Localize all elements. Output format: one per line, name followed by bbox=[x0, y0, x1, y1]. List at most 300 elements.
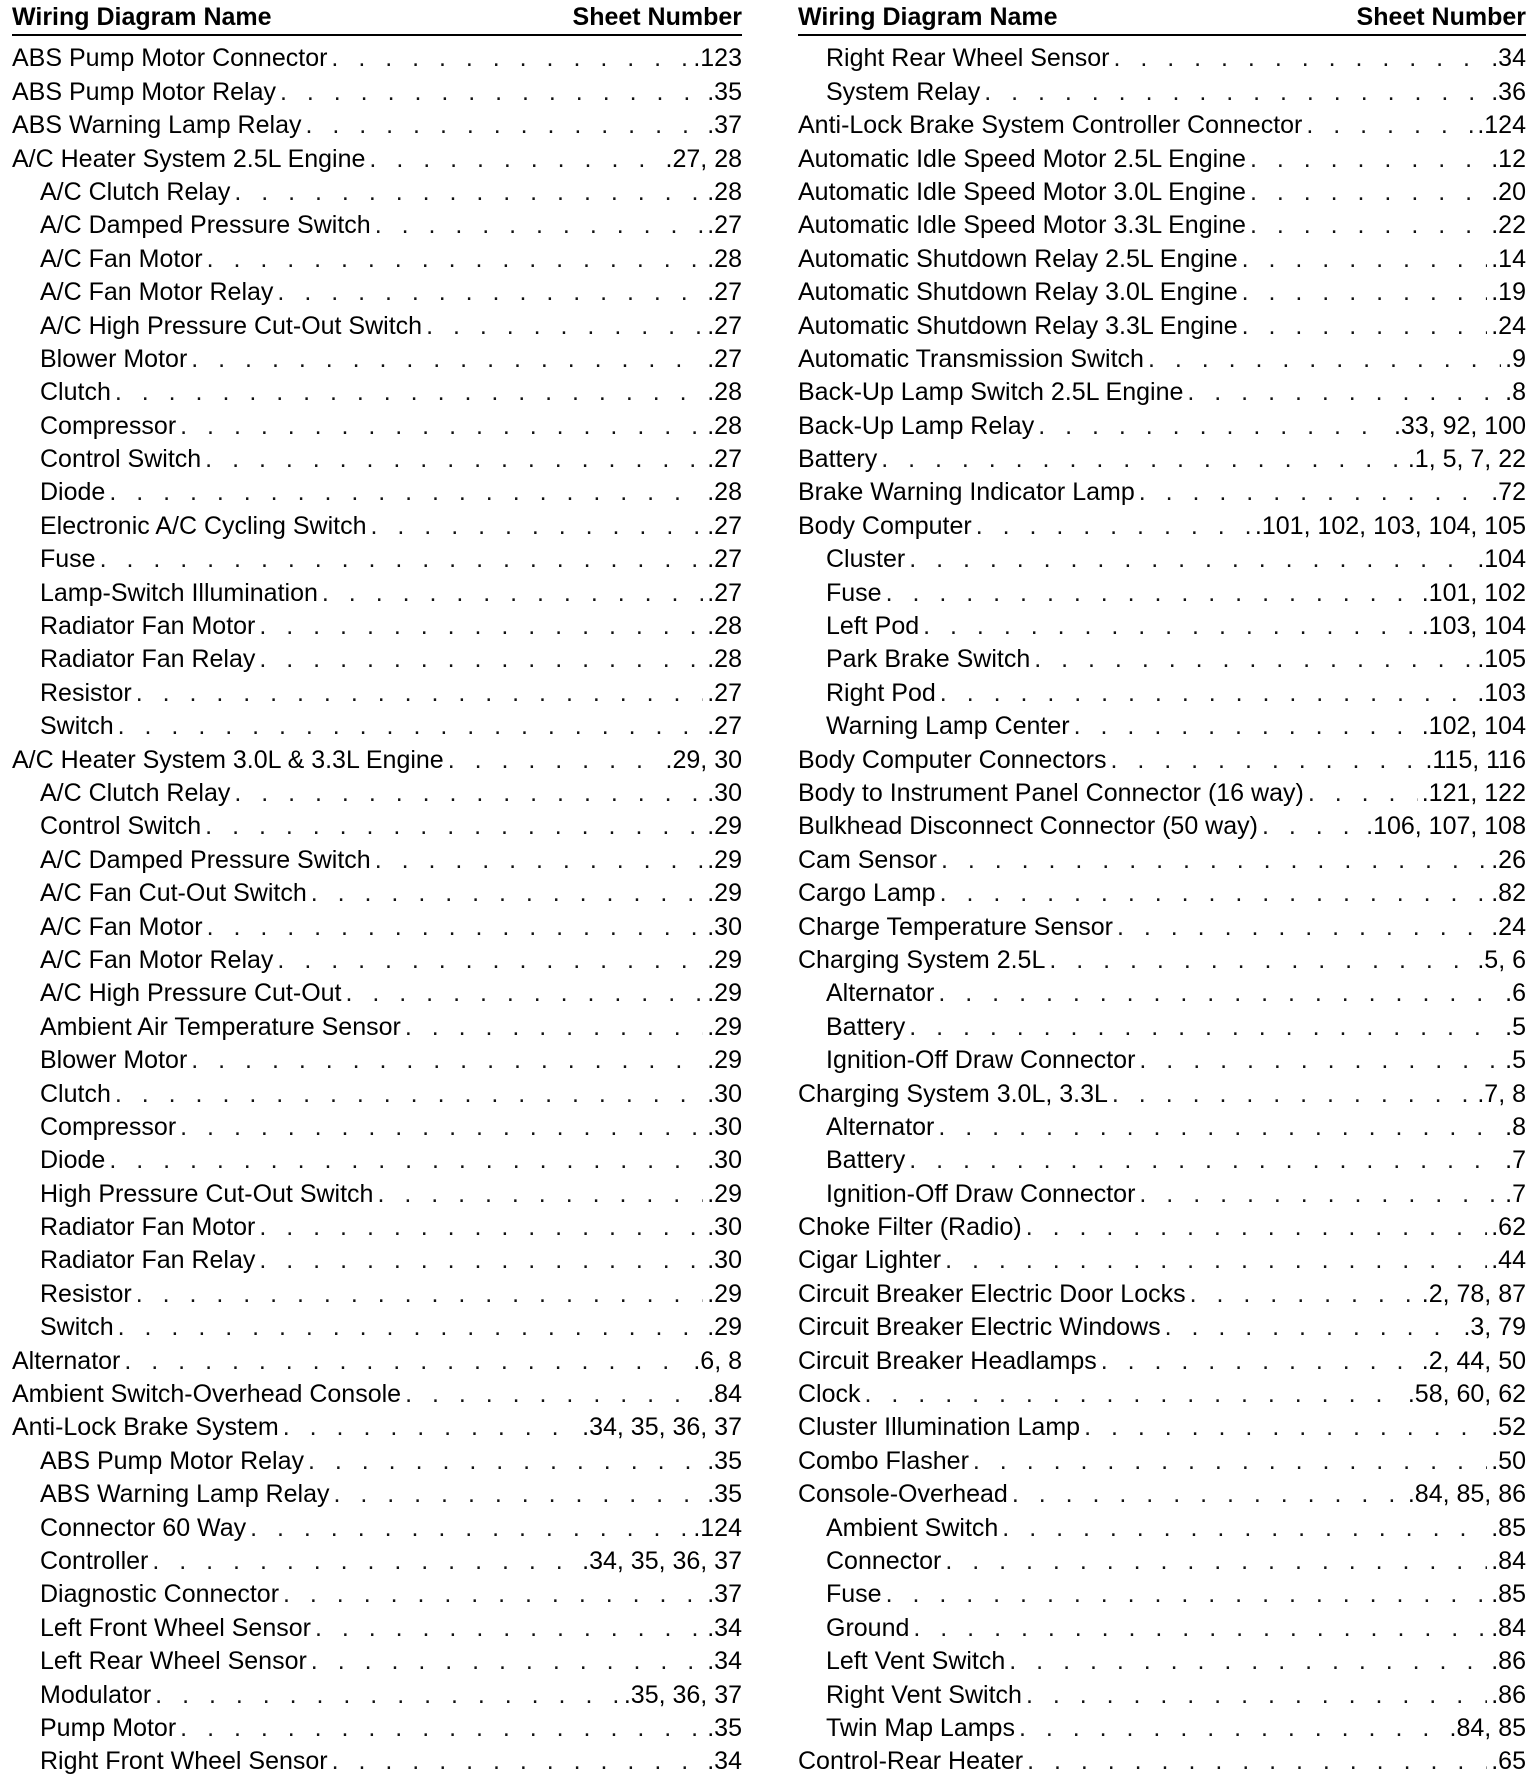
dot-leader bbox=[259, 1246, 703, 1275]
entry-name: Clutch bbox=[40, 378, 111, 407]
entry-name: Left Pod bbox=[826, 612, 920, 641]
dot-leader bbox=[371, 512, 704, 541]
sheet-number: .106, 107, 108 bbox=[1366, 812, 1526, 841]
entry-name: Control Switch bbox=[40, 812, 202, 841]
left-entry-list bbox=[12, 36, 742, 1776]
dot-leader bbox=[1139, 478, 1488, 507]
dot-leader bbox=[1139, 1180, 1501, 1209]
sheet-number: .123 bbox=[693, 44, 742, 73]
dot-leader bbox=[909, 545, 1473, 574]
sheet-number: .104 bbox=[1477, 545, 1526, 574]
sheet-number: .22 bbox=[1491, 211, 1526, 240]
entry-name: A/C Clutch Relay bbox=[40, 778, 231, 807]
index-entry bbox=[798, 474, 1526, 507]
entry-name: Back-Up Lamp Relay bbox=[798, 411, 1035, 440]
entry-name: Body to Instrument Panel Connector (16 way) bbox=[798, 778, 1304, 807]
dot-leader bbox=[331, 44, 689, 73]
dot-leader bbox=[333, 1480, 703, 1509]
dot-leader bbox=[1190, 1280, 1418, 1309]
entry-name: Cargo Lamp bbox=[798, 879, 936, 908]
dot-leader bbox=[234, 779, 703, 808]
sheet-number-heading: Sheet Number bbox=[1356, 3, 1526, 31]
sheet-number: .27 bbox=[707, 344, 742, 373]
entry-name: Battery bbox=[826, 1146, 906, 1175]
dot-leader bbox=[369, 145, 661, 174]
dot-leader bbox=[1187, 378, 1501, 407]
sheet-number-heading: Sheet Number bbox=[572, 3, 742, 31]
index-subentry bbox=[12, 908, 742, 941]
sheet-number: .27 bbox=[707, 311, 742, 340]
entry-name: System Relay bbox=[826, 77, 981, 106]
index-entry bbox=[798, 374, 1526, 407]
dot-leader bbox=[405, 1380, 703, 1409]
sheet-number: .121, 122 bbox=[1421, 778, 1526, 807]
dot-leader bbox=[118, 712, 704, 741]
sheet-number: .84, 85 bbox=[1449, 1713, 1526, 1742]
index-subentry bbox=[798, 608, 1526, 641]
dot-leader bbox=[923, 612, 1418, 641]
dot-leader bbox=[250, 1514, 689, 1543]
dot-leader bbox=[283, 1413, 578, 1442]
entry-name: A/C Fan Motor Relay bbox=[40, 945, 274, 974]
dot-leader bbox=[1242, 278, 1488, 307]
sheet-number: .34 bbox=[1491, 44, 1526, 73]
entry-name: Right Pod bbox=[826, 678, 936, 707]
index-entry bbox=[798, 341, 1526, 374]
dot-leader bbox=[1165, 1313, 1460, 1342]
sheet-number: .14 bbox=[1491, 244, 1526, 273]
entry-name: Back-Up Lamp Switch 2.5L Engine bbox=[798, 378, 1184, 407]
index-entry bbox=[12, 107, 742, 140]
entry-name: Charging System 2.5L bbox=[798, 945, 1046, 974]
dot-leader bbox=[259, 645, 703, 674]
sheet-number: .103 bbox=[1477, 678, 1526, 707]
index-subentry bbox=[12, 1609, 742, 1642]
entry-name: Resistor bbox=[40, 678, 132, 707]
index-subentry bbox=[12, 407, 742, 440]
entry-name: Resistor bbox=[40, 1279, 132, 1308]
sheet-number: .29 bbox=[707, 845, 742, 874]
dot-leader bbox=[940, 679, 1474, 708]
dot-leader bbox=[1101, 1347, 1418, 1376]
entry-name: Alternator bbox=[826, 979, 935, 1008]
entry-name: Controller bbox=[40, 1546, 149, 1575]
index-subentry bbox=[12, 574, 742, 607]
entry-name: Bulkhead Disconnect Connector (50 way) bbox=[798, 812, 1258, 841]
index-subentry bbox=[12, 942, 742, 975]
dot-leader bbox=[1049, 946, 1473, 975]
sheet-number: .6, 8 bbox=[693, 1346, 742, 1375]
sheet-number: .36 bbox=[1491, 77, 1526, 106]
index-entry bbox=[798, 1476, 1526, 1509]
sheet-number: .28 bbox=[707, 478, 742, 507]
entry-name: A/C Clutch Relay bbox=[40, 177, 231, 206]
entry-name: Battery bbox=[826, 1012, 906, 1041]
index-subentry bbox=[798, 574, 1526, 607]
index-subentry bbox=[798, 641, 1526, 674]
dot-leader bbox=[277, 946, 703, 975]
entry-name: Diagnostic Connector bbox=[40, 1580, 280, 1609]
index-subentry bbox=[798, 1609, 1526, 1642]
sheet-number: .34 bbox=[707, 1747, 742, 1776]
entry-name: Left Rear Wheel Sensor bbox=[40, 1647, 307, 1676]
dot-leader bbox=[1250, 211, 1487, 240]
dot-leader bbox=[180, 1113, 703, 1142]
entry-name: Connector bbox=[826, 1546, 942, 1575]
entry-name: Automatic Idle Speed Motor 2.5L Engine bbox=[798, 144, 1246, 173]
entry-name: Ignition-Off Draw Connector bbox=[826, 1046, 1136, 1075]
dot-leader bbox=[405, 1013, 703, 1042]
sheet-number: .35 bbox=[707, 1446, 742, 1475]
sheet-number: .115, 116 bbox=[1425, 745, 1526, 774]
index-entry bbox=[798, 274, 1526, 307]
sheet-number: .35, 36, 37 bbox=[623, 1680, 742, 1709]
dot-leader bbox=[259, 612, 703, 641]
index-subentry bbox=[798, 1509, 1526, 1542]
index-entry bbox=[798, 1409, 1526, 1442]
sheet-number: .102, 104 bbox=[1421, 712, 1526, 741]
sheet-number: .5 bbox=[1505, 1046, 1526, 1075]
dot-leader bbox=[207, 913, 704, 942]
dot-leader bbox=[1074, 712, 1418, 741]
entry-name: ABS Pump Motor Relay bbox=[12, 77, 276, 106]
entry-name: Fuse bbox=[40, 545, 96, 574]
index-subentry bbox=[798, 1543, 1526, 1576]
sheet-number: .29 bbox=[707, 1179, 742, 1208]
index-subentry bbox=[12, 1509, 742, 1542]
entry-name: Blower Motor bbox=[40, 344, 188, 373]
sheet-number: .34, 35, 36, 37 bbox=[582, 1413, 742, 1442]
index-entry bbox=[798, 507, 1526, 540]
entry-name: Right Rear Wheel Sensor bbox=[826, 44, 1110, 73]
index-subentry bbox=[12, 708, 742, 741]
dot-leader bbox=[109, 1146, 703, 1175]
sheet-number: .5, 6 bbox=[1477, 945, 1526, 974]
index-entry bbox=[798, 1376, 1526, 1409]
dot-leader bbox=[1034, 645, 1473, 674]
entry-name: Compressor bbox=[40, 411, 177, 440]
dot-leader bbox=[191, 345, 703, 374]
entry-name: Clock bbox=[798, 1380, 861, 1409]
index-subentry bbox=[12, 875, 742, 908]
index-subentry bbox=[12, 341, 742, 374]
index-subentry bbox=[12, 841, 742, 874]
entry-name: Circuit Breaker Electric Door Locks bbox=[798, 1279, 1186, 1308]
entry-name: Radiator Fan Motor bbox=[40, 1213, 256, 1242]
sheet-number: .27 bbox=[707, 511, 742, 540]
sheet-number: .37 bbox=[707, 111, 742, 140]
index-subentry bbox=[12, 1710, 742, 1743]
entry-name: Charge Temperature Sensor bbox=[798, 912, 1113, 941]
sheet-number: .27 bbox=[707, 445, 742, 474]
entry-name: Lamp-Switch Illumination bbox=[40, 578, 318, 607]
entry-name: A/C High Pressure Cut-Out Switch bbox=[40, 311, 423, 340]
index-entry bbox=[798, 1275, 1526, 1308]
index-subentry bbox=[12, 1743, 742, 1776]
dot-leader bbox=[180, 412, 703, 441]
dot-leader bbox=[205, 812, 703, 841]
dot-leader bbox=[1242, 312, 1488, 341]
entry-name: Radiator Fan Motor bbox=[40, 612, 256, 641]
sheet-number: .7, 8 bbox=[1477, 1079, 1526, 1108]
dot-leader bbox=[1112, 1080, 1473, 1109]
index-entry bbox=[12, 73, 742, 106]
dot-leader bbox=[1038, 412, 1390, 441]
entry-name: Automatic Shutdown Relay 3.0L Engine bbox=[798, 278, 1238, 307]
sheet-number: .30 bbox=[707, 778, 742, 807]
dot-leader bbox=[377, 1180, 703, 1209]
entry-name: Warning Lamp Center bbox=[826, 712, 1070, 741]
index-subentry bbox=[798, 1142, 1526, 1175]
sheet-number: .28 bbox=[707, 612, 742, 641]
entry-name: Automatic Shutdown Relay 3.3L Engine bbox=[798, 311, 1238, 340]
index-subentry bbox=[798, 1109, 1526, 1142]
sheet-number: .33, 92, 100 bbox=[1393, 411, 1526, 440]
entry-name: A/C Heater System 3.0L & 3.3L Engine bbox=[12, 745, 444, 774]
entry-name: Circuit Breaker Electric Windows bbox=[798, 1313, 1161, 1342]
dot-leader bbox=[1019, 1714, 1446, 1743]
entry-name: Blower Motor bbox=[40, 1046, 188, 1075]
sheet-number: .2, 44, 50 bbox=[1421, 1346, 1526, 1375]
sheet-number: .30 bbox=[707, 1213, 742, 1242]
sheet-number: .6 bbox=[1505, 979, 1526, 1008]
dot-leader bbox=[1009, 1647, 1487, 1676]
entry-name: Compressor bbox=[40, 1112, 177, 1141]
index-subentry bbox=[12, 1442, 742, 1475]
index-entry bbox=[798, 1075, 1526, 1108]
index-entry bbox=[798, 1743, 1526, 1776]
index-entry bbox=[12, 1409, 742, 1442]
sheet-number: .29, 30 bbox=[665, 745, 742, 774]
dot-leader bbox=[118, 1313, 704, 1342]
index-subentry bbox=[12, 1543, 742, 1576]
sheet-number: .84 bbox=[1491, 1546, 1526, 1575]
index-entry bbox=[798, 307, 1526, 340]
sheet-number: .29 bbox=[707, 979, 742, 1008]
entry-name: Diode bbox=[40, 1146, 106, 1175]
dot-leader bbox=[308, 1447, 703, 1476]
sheet-number: .20 bbox=[1491, 177, 1526, 206]
entry-name: A/C Fan Motor Relay bbox=[40, 278, 274, 307]
right-column-header bbox=[798, 0, 1526, 36]
sheet-number: .30 bbox=[707, 1246, 742, 1275]
dot-leader bbox=[136, 679, 704, 708]
sheet-number: .34 bbox=[707, 1613, 742, 1642]
index-subentry bbox=[12, 1042, 742, 1075]
index-subentry bbox=[12, 1008, 742, 1041]
sheet-number: .101, 102 bbox=[1421, 578, 1526, 607]
index-entry bbox=[12, 40, 742, 73]
dot-leader bbox=[375, 846, 704, 875]
index-entry bbox=[798, 174, 1526, 207]
entry-name: Control Switch bbox=[40, 445, 202, 474]
index-entry bbox=[798, 1209, 1526, 1242]
sheet-number: .19 bbox=[1491, 278, 1526, 307]
index-subentry bbox=[798, 541, 1526, 574]
entry-name: Left Front Wheel Sensor bbox=[40, 1613, 311, 1642]
sheet-number: .8 bbox=[1505, 1112, 1526, 1141]
left-column bbox=[12, 0, 742, 1780]
dot-leader bbox=[1242, 245, 1488, 274]
entry-name: Fuse bbox=[826, 578, 882, 607]
sheet-number: .58, 60, 62 bbox=[1407, 1380, 1526, 1409]
sheet-number: .29 bbox=[707, 1313, 742, 1342]
index-subentry bbox=[798, 674, 1526, 707]
sheet-number: .29 bbox=[707, 1012, 742, 1041]
index-entry bbox=[798, 908, 1526, 941]
wiring-diagram-name-heading: Wiring Diagram Name bbox=[798, 3, 1058, 31]
dot-leader bbox=[259, 1213, 703, 1242]
sheet-number: .28 bbox=[707, 378, 742, 407]
dot-leader bbox=[976, 512, 1251, 541]
sheet-number: .105 bbox=[1477, 645, 1526, 674]
entry-name: Circuit Breaker Headlamps bbox=[798, 1346, 1097, 1375]
index-subentry bbox=[798, 1710, 1526, 1743]
index-entry bbox=[798, 808, 1526, 841]
index-subentry bbox=[12, 541, 742, 574]
dot-leader bbox=[305, 111, 703, 140]
right-column bbox=[798, 0, 1526, 1780]
sheet-number: .29 bbox=[707, 945, 742, 974]
left-column-header bbox=[12, 0, 742, 36]
sheet-number: .2, 78, 87 bbox=[1421, 1279, 1526, 1308]
entry-name: Switch bbox=[40, 1313, 114, 1342]
index-subentry bbox=[12, 174, 742, 207]
dot-leader bbox=[346, 979, 704, 1008]
index-subentry bbox=[12, 441, 742, 474]
entry-name: Battery bbox=[798, 445, 878, 474]
entry-name: Body Computer Connectors bbox=[798, 745, 1107, 774]
entry-name: Twin Map Lamps bbox=[826, 1713, 1015, 1742]
dot-leader bbox=[207, 245, 704, 274]
index-subentry bbox=[12, 808, 742, 841]
dot-leader bbox=[945, 1547, 1487, 1576]
sheet-number: .28 bbox=[707, 411, 742, 440]
sheet-number: .27 bbox=[707, 278, 742, 307]
sheet-number: .27, 28 bbox=[665, 144, 742, 173]
entry-name: Switch bbox=[40, 712, 114, 741]
dot-leader bbox=[311, 879, 703, 908]
sheet-number: .27 bbox=[707, 545, 742, 574]
dot-leader bbox=[938, 1113, 1501, 1142]
sheet-number: .30 bbox=[707, 912, 742, 941]
entry-name: A/C Damped Pressure Switch bbox=[40, 845, 371, 874]
sheet-number: .124 bbox=[693, 1513, 742, 1542]
sheet-number: .30 bbox=[707, 1146, 742, 1175]
index-entry bbox=[12, 140, 742, 173]
dot-leader bbox=[191, 1046, 703, 1075]
dot-leader bbox=[375, 211, 704, 240]
entry-name: Automatic Idle Speed Motor 3.0L Engine bbox=[798, 177, 1246, 206]
entry-name: Ambient Switch-Overhead Console bbox=[12, 1380, 402, 1409]
sheet-number: .34 bbox=[707, 1647, 742, 1676]
sheet-number: .28 bbox=[707, 244, 742, 273]
dot-leader bbox=[1308, 779, 1418, 808]
index-entry bbox=[798, 942, 1526, 975]
sheet-number: .72 bbox=[1491, 478, 1526, 507]
dot-leader bbox=[1139, 1046, 1501, 1075]
dot-leader bbox=[945, 1246, 1487, 1275]
index-subentry bbox=[12, 274, 742, 307]
dot-leader bbox=[1262, 812, 1362, 841]
sheet-number: .28 bbox=[707, 645, 742, 674]
entry-name: Park Brake Switch bbox=[826, 645, 1031, 674]
dot-leader bbox=[984, 78, 1487, 107]
sheet-number: .37 bbox=[707, 1580, 742, 1609]
dot-leader bbox=[1113, 44, 1487, 73]
sheet-number: .29 bbox=[707, 1046, 742, 1075]
index-subentry bbox=[12, 1476, 742, 1509]
dot-leader bbox=[152, 1547, 578, 1576]
dot-leader bbox=[973, 1447, 1487, 1476]
sheet-number: .84 bbox=[1491, 1613, 1526, 1642]
index-entry bbox=[798, 407, 1526, 440]
sheet-number: .29 bbox=[707, 879, 742, 908]
entry-name: Radiator Fan Relay bbox=[40, 645, 256, 674]
dot-leader bbox=[205, 445, 703, 474]
index-entry bbox=[12, 1342, 742, 1375]
sheet-number: .52 bbox=[1491, 1413, 1526, 1442]
index-subentry bbox=[12, 975, 742, 1008]
entry-name: Cigar Lighter bbox=[798, 1246, 942, 1275]
sheet-number: .24 bbox=[1491, 912, 1526, 941]
sheet-number: .27 bbox=[707, 211, 742, 240]
dot-leader bbox=[280, 78, 703, 107]
sheet-number: .28 bbox=[707, 177, 742, 206]
sheet-number: .29 bbox=[707, 812, 742, 841]
sheet-number: .65 bbox=[1491, 1747, 1526, 1776]
entry-name: Choke Filter (Radio) bbox=[798, 1213, 1022, 1242]
index-subentry bbox=[12, 1242, 742, 1275]
entry-name: Charging System 3.0L, 3.3L bbox=[798, 1079, 1108, 1108]
entry-name: A/C Fan Motor bbox=[40, 244, 203, 273]
dot-leader bbox=[1026, 1681, 1487, 1710]
dot-leader bbox=[322, 579, 703, 608]
dot-leader bbox=[1110, 746, 1421, 775]
sheet-number: .26 bbox=[1491, 845, 1526, 874]
dot-leader bbox=[100, 545, 704, 574]
dot-leader bbox=[234, 178, 703, 207]
index-subentry bbox=[798, 1576, 1526, 1609]
entry-name: Cam Sensor bbox=[798, 845, 937, 874]
entry-name: A/C Fan Motor bbox=[40, 912, 203, 941]
sheet-number: .50 bbox=[1491, 1446, 1526, 1475]
dot-leader bbox=[941, 846, 1487, 875]
entry-name: Right Front Wheel Sensor bbox=[40, 1747, 328, 1776]
index-subentry bbox=[798, 40, 1526, 73]
index-subentry bbox=[12, 1109, 742, 1142]
sheet-number: .29 bbox=[707, 1279, 742, 1308]
dot-leader bbox=[283, 1580, 703, 1609]
index-entry bbox=[798, 1342, 1526, 1375]
index-subentry bbox=[798, 1175, 1526, 1208]
sheet-number: .85 bbox=[1491, 1513, 1526, 1542]
sheet-number: .84, 85, 86 bbox=[1407, 1480, 1526, 1509]
index-subentry bbox=[12, 1075, 742, 1108]
index-subentry bbox=[12, 1309, 742, 1342]
entry-name: Clutch bbox=[40, 1079, 111, 1108]
entry-name: Console-Overhead bbox=[798, 1480, 1008, 1509]
entry-name: Automatic Idle Speed Motor 3.3L Engine bbox=[798, 211, 1246, 240]
entry-name: High Pressure Cut-Out Switch bbox=[40, 1179, 374, 1208]
sheet-number: .35 bbox=[707, 1713, 742, 1742]
entry-name: A/C High Pressure Cut-Out bbox=[40, 979, 342, 1008]
index-subentry bbox=[12, 240, 742, 273]
entry-name: ABS Warning Lamp Relay bbox=[40, 1480, 330, 1509]
index-entry bbox=[798, 240, 1526, 273]
entry-name: Ground bbox=[826, 1613, 910, 1642]
sheet-number: .27 bbox=[707, 678, 742, 707]
